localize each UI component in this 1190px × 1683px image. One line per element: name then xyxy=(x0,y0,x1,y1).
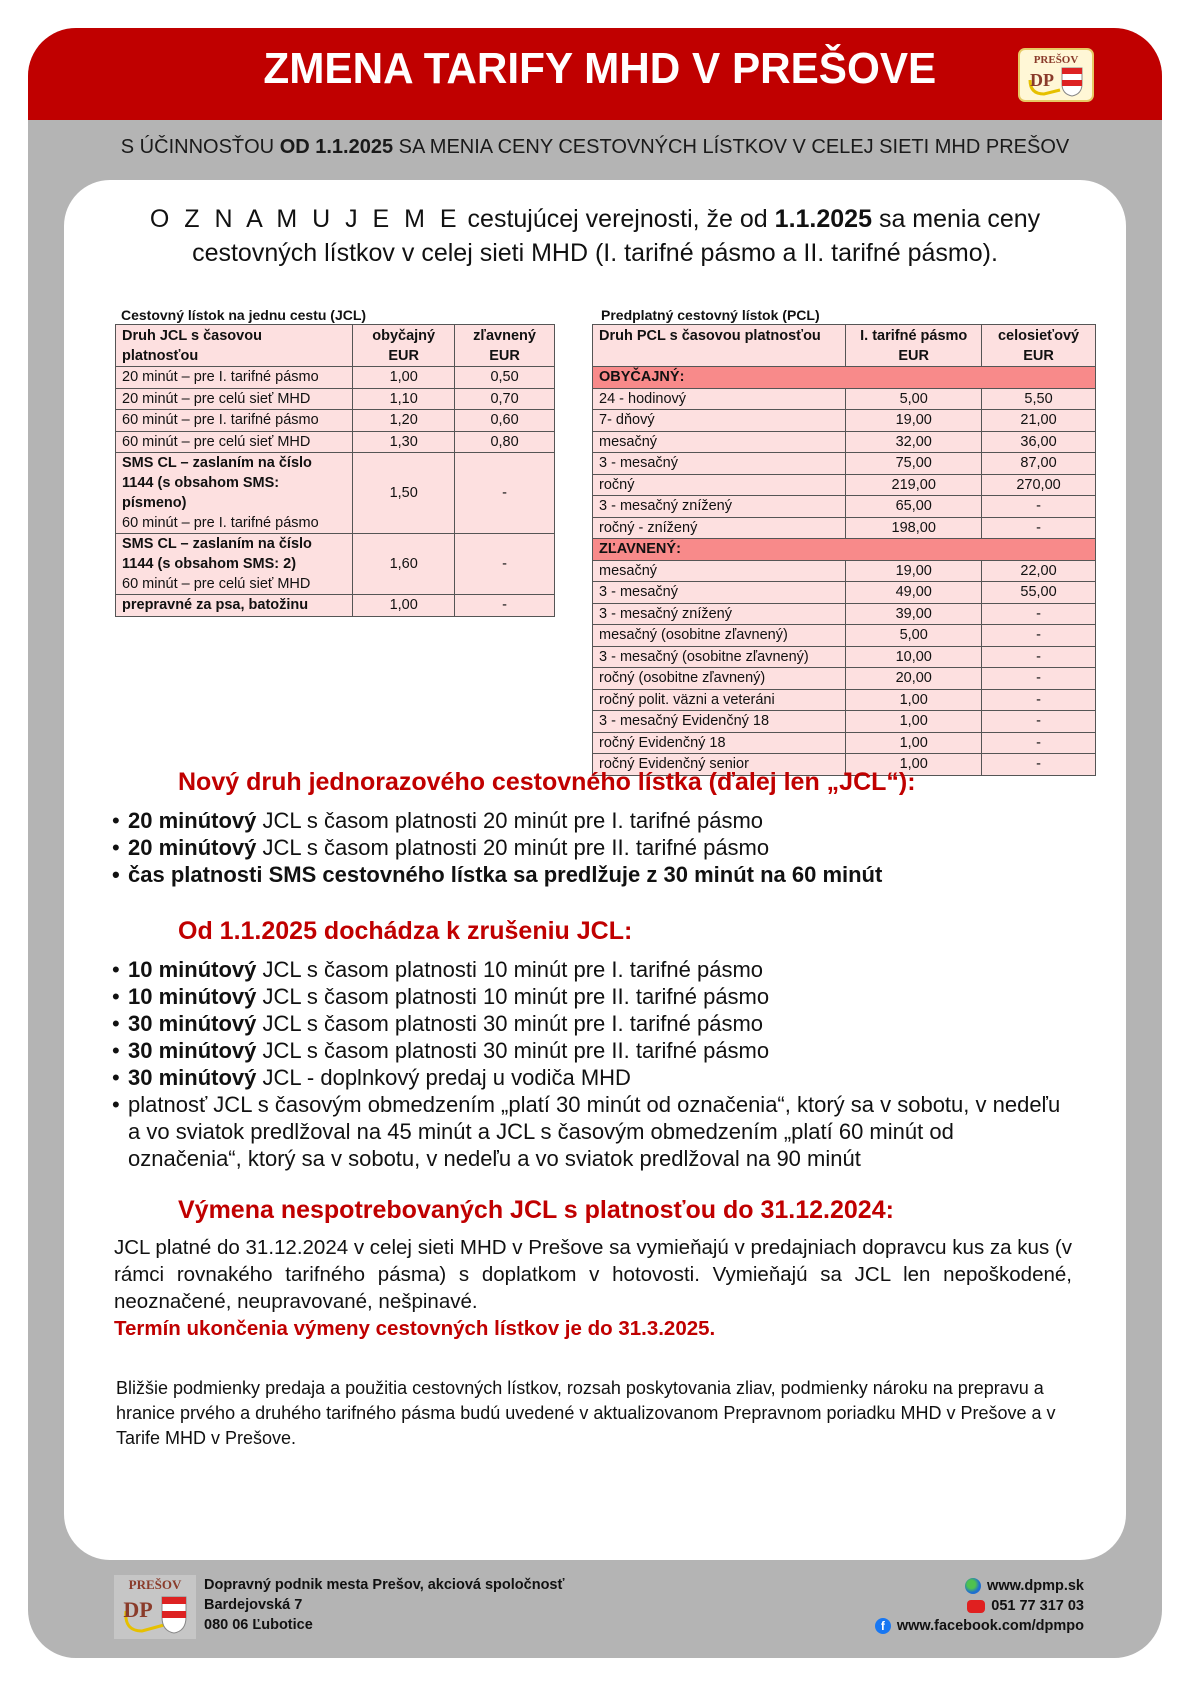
list-item xyxy=(112,983,1072,1010)
ticket-type: 60 minút – pre celú sieť MHD xyxy=(116,431,353,453)
pass-type: ročný xyxy=(593,474,846,496)
header-line: obyčajný xyxy=(372,328,436,344)
website-row xyxy=(875,1576,1084,1596)
group-label: ZĽAVNENÝ: xyxy=(593,539,1096,561)
price-regular: 1,10 xyxy=(353,388,455,410)
cancelled-tickets-heading: Od 1.1.2025 dochádza k zrušeniu JCL: xyxy=(178,917,633,945)
header-banner xyxy=(28,28,1162,120)
price-zone1: 19,00 xyxy=(846,410,982,432)
closing-note: Bližšie podmienky predaja a použitia cestovných lístkov, rozsah poskytovania zliav, podmienky nároku na prepravu a hranice prvého a druhého tarifného pásma budú uvedené v aktualizovanom Prepravnom poriadku MHD v Prešove a v Tarife MHD v Prešove. xyxy=(116,1378,1056,1448)
item-text: JCL s časom platnosti 20 minút pre I. tarifné pásmo xyxy=(256,808,764,833)
pass-type: mesačný (osobitne zľavnený) xyxy=(593,625,846,647)
pass-type: 7- dňový xyxy=(593,410,846,432)
sms-ticket-name: 1144 (s obsahom SMS: 2) xyxy=(122,556,297,572)
announcement-line2: cestovných lístkov v celej sieti MHD (I. tarifné pásmo a II. tarifné pásmo). xyxy=(192,239,998,267)
item-text: JCL - doplnkový predaj u vodiča MHD xyxy=(256,1065,631,1090)
item-bold: 20 minútový xyxy=(128,808,257,833)
announcement-keyword: O Z N A M U J E M E xyxy=(149,205,461,233)
price-discount: - xyxy=(455,534,555,595)
pass-type: ročný Evidenčný 18 xyxy=(593,732,846,754)
announcement-text: sa menia ceny xyxy=(872,205,1041,233)
table-row xyxy=(593,689,1096,711)
item-bold: 10 minútový xyxy=(128,957,257,982)
price-network: - xyxy=(982,732,1096,754)
item-text: JCL s časom platnosti 30 minút pre II. tarifné pásmo xyxy=(256,1038,770,1063)
column-header xyxy=(116,325,353,367)
price-network: - xyxy=(982,603,1096,625)
facebook-link[interactable]: www.facebook.com/dpmpo xyxy=(896,1618,1084,1634)
company-city: 080 06 Ľubotice xyxy=(204,1617,313,1633)
group-header-row xyxy=(593,367,1096,389)
list-item xyxy=(112,834,882,861)
price-zone1: 198,00 xyxy=(846,517,982,539)
price-network: - xyxy=(982,646,1096,668)
jcl-price-table xyxy=(115,324,555,617)
price-regular: 1,00 xyxy=(353,595,455,617)
logo-text-top: PREŠOV xyxy=(128,1577,182,1592)
pass-type: 3 - mesačný (osobitne zľavnený) xyxy=(593,646,846,668)
company-name: Dopravný podnik mesta Prešov, akciová spoločnosť xyxy=(204,1577,565,1593)
price-zone1: 19,00 xyxy=(846,560,982,582)
table-row xyxy=(593,496,1096,518)
item-text: JCL s časom platnosti 20 minút pre II. tarifné pásmo xyxy=(256,835,770,860)
new-tickets-list xyxy=(112,807,882,888)
price-zone1: 65,00 xyxy=(846,496,982,518)
facebook-icon: f xyxy=(875,1618,891,1634)
exchange-paragraph xyxy=(114,1234,1072,1342)
item-text: platnosť JCL s časovým obmedzením „platí 30 minút od označenia“, ktorý sa v sobotu, v nedeľu a vo sviatok predlžoval na 45 minút a JCL s časovým obmedzením „platí 60 minút od označenia“, ktorý sa v sobotu, v nedeľu a vo sviatok predlžoval na 90 minút xyxy=(128,1092,1061,1171)
poster xyxy=(28,28,1162,1658)
price-zone1: 1,00 xyxy=(846,754,982,776)
pass-type: ročný Evidenčný senior xyxy=(593,754,846,776)
phone-icon xyxy=(967,1600,985,1613)
list-item xyxy=(112,1010,1072,1037)
price-network: - xyxy=(982,496,1096,518)
subtitle-prefix: S ÚČINNOSŤOU xyxy=(120,136,280,158)
price-regular: 1,50 xyxy=(353,453,455,534)
pass-type: 24 - hodinový xyxy=(593,388,846,410)
price-regular: 1,20 xyxy=(353,410,455,432)
jcl-table-title: Cestovný lístok na jednu cestu (JCL) xyxy=(121,307,367,323)
pass-type: 3 - mesačný xyxy=(593,582,846,604)
list-item xyxy=(112,956,1072,983)
ticket-type xyxy=(116,453,353,534)
price-network: - xyxy=(982,711,1096,733)
sms-ticket-validity: 60 minút – pre I. tarifné pásmo xyxy=(122,515,319,531)
table-row-sms xyxy=(116,453,555,534)
announcement xyxy=(64,202,1126,270)
globe-icon xyxy=(965,1578,981,1594)
table-row xyxy=(593,732,1096,754)
list-item xyxy=(112,807,882,834)
header-line: EUR xyxy=(388,348,419,364)
phone-row xyxy=(875,1596,1084,1616)
sms-ticket-name: SMS CL – zaslaním na číslo xyxy=(122,455,312,471)
item-text: JCL s časom platnosti 10 minút pre I. tarifné pásmo xyxy=(256,957,764,982)
dpmp-logo xyxy=(1018,48,1094,102)
column-header xyxy=(455,325,555,367)
logo-text-top: PREŠOV xyxy=(1033,54,1079,66)
column-header xyxy=(353,325,455,367)
ticket-type: 20 minút – pre I. tarifné pásmo xyxy=(116,367,353,389)
price-zone1: 20,00 xyxy=(846,668,982,690)
price-discount: - xyxy=(455,453,555,534)
table-header-row xyxy=(116,325,555,367)
price-regular: 1,30 xyxy=(353,431,455,453)
price-network: 36,00 xyxy=(982,431,1096,453)
price-network: - xyxy=(982,517,1096,539)
pass-type: mesačný xyxy=(593,431,846,453)
page-title: ZMENA TARIFY MHD V PREŠOVE xyxy=(263,44,937,93)
dpmp-logo-icon xyxy=(114,1575,196,1639)
price-regular: 1,60 xyxy=(353,534,455,595)
sms-ticket-validity: 60 minút – pre celú sieť MHD xyxy=(122,576,311,592)
price-zone1: 39,00 xyxy=(846,603,982,625)
pcl-price-table xyxy=(592,324,1096,776)
exchange-deadline: Termín ukončenia výmeny cestovných lístkov je do 31.3.2025. xyxy=(114,1317,716,1340)
pass-type: 3 - mesačný xyxy=(593,453,846,475)
pass-type: mesačný xyxy=(593,560,846,582)
subtitle-date: OD 1.1.2025 xyxy=(279,136,394,158)
price-network: 22,00 xyxy=(982,560,1096,582)
pass-type: ročný polit. väzni a veteráni xyxy=(593,689,846,711)
cancelled-tickets-list xyxy=(112,956,1072,1172)
sms-ticket-name: 1144 (s obsahom SMS: xyxy=(122,475,280,491)
price-regular: 1,00 xyxy=(353,367,455,389)
new-tickets-heading: Nový druh jednorazového cestovného lístka (ďalej len „JCL“): xyxy=(178,768,916,796)
item-text: čas platnosti SMS cestovného lístka sa predlžuje z 30 minút na 60 minút xyxy=(128,862,883,887)
table-row xyxy=(593,453,1096,475)
item-bold: 20 minútový xyxy=(128,835,257,860)
header-line: Druh JCL s časovou xyxy=(122,328,262,344)
table-header-row xyxy=(593,325,1096,367)
logo-text-main: DP xyxy=(1030,70,1054,90)
column-header xyxy=(593,325,846,367)
price-network: - xyxy=(982,625,1096,647)
header-line: platnosťou xyxy=(122,348,199,364)
ticket-type: prepravné za psa, batožinu xyxy=(116,595,353,617)
item-bold: 30 minútový xyxy=(128,1011,257,1036)
ticket-type xyxy=(116,534,353,595)
price-network: 21,00 xyxy=(982,410,1096,432)
item-bold: 30 minútový xyxy=(128,1065,257,1090)
header-line: Druh PCL s časovou platnosťou xyxy=(599,328,821,344)
list-item xyxy=(112,1037,1072,1064)
table-row xyxy=(593,388,1096,410)
table-row xyxy=(593,646,1096,668)
table-row xyxy=(593,410,1096,432)
footer-dpmp-logo xyxy=(114,1575,196,1639)
announcement-date: 1.1.2025 xyxy=(774,205,872,233)
price-network: - xyxy=(982,668,1096,690)
header-line: zľavnený xyxy=(473,328,536,344)
header-line: EUR xyxy=(898,348,930,364)
table-row xyxy=(116,367,555,389)
price-zone1: 75,00 xyxy=(846,453,982,475)
price-network: 55,00 xyxy=(982,582,1096,604)
item-bold: 30 minútový xyxy=(128,1038,257,1063)
price-discount: - xyxy=(455,595,555,617)
announcement-text: cestujúcej verejnosti, že od xyxy=(460,205,775,233)
website-link[interactable]: www.dpmp.sk xyxy=(987,1578,1084,1594)
table-row xyxy=(116,410,555,432)
pass-type: 3 - mesačný znížený xyxy=(593,496,846,518)
content-panel xyxy=(64,180,1126,1560)
table-row xyxy=(593,560,1096,582)
price-zone1: 49,00 xyxy=(846,582,982,604)
list-item xyxy=(112,1064,1072,1091)
pcl-table-title: Predplatný cestovný lístok (PCL) xyxy=(601,307,820,323)
price-zone1: 1,00 xyxy=(846,732,982,754)
subtitle-suffix: SA MENIA CENY CESTOVNÝCH LÍSTKOV V CELEJ SIETI MHD PREŠOV xyxy=(393,136,1070,158)
table-row xyxy=(593,668,1096,690)
table-row xyxy=(116,431,555,453)
pass-type: 3 - mesačný znížený xyxy=(593,603,846,625)
table-row xyxy=(593,517,1096,539)
price-discount: 0,50 xyxy=(455,367,555,389)
price-zone1: 5,00 xyxy=(846,625,982,647)
price-discount: 0,80 xyxy=(455,431,555,453)
column-header xyxy=(982,325,1096,367)
contact-info xyxy=(875,1576,1084,1636)
dpmp-logo-icon xyxy=(1020,50,1092,100)
price-discount: 0,70 xyxy=(455,388,555,410)
price-discount: 0,60 xyxy=(455,410,555,432)
exchange-heading: Výmena nespotrebovaných JCL s platnosťou do 31.12.2024: xyxy=(178,1196,894,1224)
item-text: JCL s časom platnosti 10 minút pre II. tarifné pásmo xyxy=(256,984,770,1009)
pass-type: ročný - znížený xyxy=(593,517,846,539)
price-zone1: 219,00 xyxy=(846,474,982,496)
column-header xyxy=(846,325,982,367)
price-zone1: 32,00 xyxy=(846,431,982,453)
list-item xyxy=(112,1091,1072,1172)
header-line: I. tarifné pásmo xyxy=(860,328,968,344)
company-street: Bardejovská 7 xyxy=(204,1597,303,1613)
ticket-type: 60 minút – pre I. tarifné pásmo xyxy=(116,410,353,432)
exchange-text: JCL platné do 31.12.2024 v celej sieti MHD v Prešove sa vymieňajú v predajniach dopravcu kus za kus (v rámci rovnakého tarifného pásma) s doplatkom v hotovosti. Vymieňajú sa JCL len nepoškodené, neoznačené, neupravované, nešpinavé. xyxy=(114,1236,1072,1313)
price-network: 5,50 xyxy=(982,388,1096,410)
table-row xyxy=(593,474,1096,496)
table-row xyxy=(593,711,1096,733)
price-zone1: 10,00 xyxy=(846,646,982,668)
company-address xyxy=(204,1575,564,1635)
table-row xyxy=(593,582,1096,604)
table-row xyxy=(116,388,555,410)
phone-number[interactable]: 051 77 317 03 xyxy=(991,1598,1084,1614)
header-line: EUR xyxy=(1023,348,1054,364)
ticket-type: 20 minút – pre celú sieť MHD xyxy=(116,388,353,410)
list-item xyxy=(112,861,882,888)
sms-ticket-name: písmeno) xyxy=(122,495,187,511)
price-zone1: 1,00 xyxy=(846,711,982,733)
table-row xyxy=(593,431,1096,453)
header-line: EUR xyxy=(489,348,520,364)
table-row xyxy=(116,595,555,617)
group-header-row xyxy=(593,539,1096,561)
sms-ticket-name: SMS CL – zaslaním na číslo xyxy=(122,536,312,552)
price-zone1: 1,00 xyxy=(846,689,982,711)
price-network: - xyxy=(982,689,1096,711)
table-row xyxy=(593,603,1096,625)
price-zone1: 5,00 xyxy=(846,388,982,410)
group-label: OBYČAJNÝ: xyxy=(593,367,1096,389)
item-bold: 10 minútový xyxy=(128,984,257,1009)
header-line: celosieťový xyxy=(997,328,1080,344)
logo-text-main: DP xyxy=(123,1597,153,1622)
item-text: JCL s časom platnosti 30 minút pre I. tarifné pásmo xyxy=(256,1011,764,1036)
table-row-sms xyxy=(116,534,555,595)
pass-type: 3 - mesačný Evidenčný 18 xyxy=(593,711,846,733)
price-network: 270,00 xyxy=(982,474,1096,496)
price-network: - xyxy=(982,754,1096,776)
facebook-row xyxy=(875,1616,1084,1636)
table-row xyxy=(593,625,1096,647)
price-network: 87,00 xyxy=(982,453,1096,475)
effective-date-subtitle xyxy=(28,136,1162,159)
pass-type: ročný (osobitne zľavnený) xyxy=(593,668,846,690)
